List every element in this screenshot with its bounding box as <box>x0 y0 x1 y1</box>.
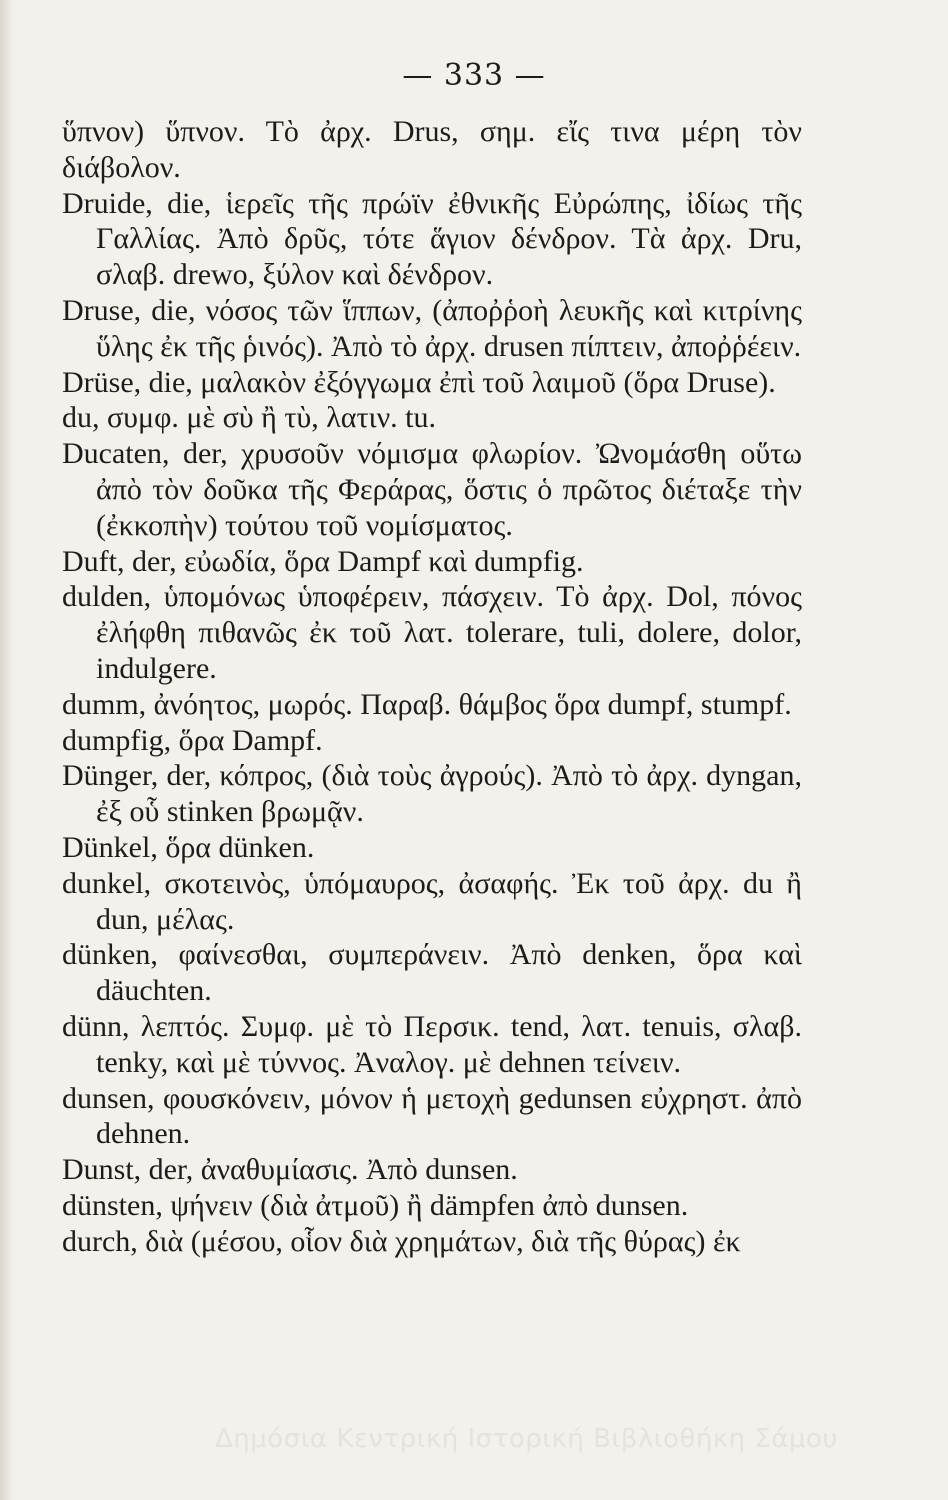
dictionary-entry: dumm, ἀνόητος, μωρός. Παραβ. θάμβος ὅρα dumpf, stumpf. <box>62 687 792 721</box>
dictionary-entry: dünn, λεπτός. Συμφ. μὲ τὸ Περσικ. tend, λατ. tenuis, σλαβ. tenky, καὶ μὲ τύννος. Ἀναλογ. μὲ dehnen τείνειν. <box>62 1009 802 1079</box>
dictionary-entry: dunsen, φουσκόνειν, μόνον ἡ μετοχὴ gedunsen εὐχρηστ. ἀπὸ dehnen. <box>62 1081 802 1151</box>
dictionary-entry: dünken, φαίνεσθαι, συμπεράνειν. Ἀπὸ denken, ὅρα καὶ däuchten. <box>62 938 802 1008</box>
dictionary-entry: durch, διὰ (μέσου, οἷον διὰ χρημάτων, διὰ τῆς θύρας) ἐκ <box>62 1224 741 1258</box>
page-gutter-shadow <box>0 0 14 1500</box>
dictionary-entry: Dünkel, ὅρα dünken. <box>62 830 315 864</box>
dictionary-entry: dumpfig, ὅρα Dampf. <box>62 723 323 757</box>
dictionary-entries <box>62 114 802 1260</box>
dictionary-entry: Dünger, der, κόπρος, (διὰ τοὺς ἀγρούς). Ἀπὸ τὸ ἀρχ. dyngan, ἐξ οὗ stinken βρωμᾷν. <box>62 759 802 829</box>
dictionary-entry: Ducaten, der, χρυσοῦν νόμισμα φλωρίον. Ὠνομάσθη οὕτω ἀπὸ τὸν δοῦκα τῆς Φεράρας, ὅστις ὁ πρῶτος διέταξε τὴν (ἐκκοπὴν) τούτου τοῦ νομίσματος. <box>62 437 802 542</box>
dictionary-entry: dünsten, ψήνειν (διὰ ἀτμοῦ) ἢ dämpfen ἀπὸ dunsen. <box>62 1188 689 1222</box>
dictionary-entry: Duft, der, εὐωδία, ὅρα Dampf καὶ dumpfig. <box>62 544 584 578</box>
dictionary-entry: du, συμφ. μὲ σὺ ἢ τὺ, λατιν. tu. <box>62 401 437 435</box>
library-watermark: Δημόσια Κεντρική Ιστορική Βιβλιοθήκη Σάμου <box>215 1424 838 1454</box>
dictionary-entry: ὕπνον) ὕπνον. Τὸ ἀρχ. Drus, σημ. εἴς τινα μέρη τὸν διάβολον. <box>62 115 802 184</box>
dictionary-entry: dunkel, σκοτεινὸς, ὑπόμαυρος, ἀσαφής. Ἐκ τοῦ ἀρχ. du ἢ dun, μέλας. <box>62 866 802 936</box>
dictionary-entry: dulden, ὑπομόνως ὑποφέρειν, πάσχειν. Τὸ ἀρχ. Dol, πόνος ἐλήφθη πιθανῶς ἐκ τοῦ λατ. tolerare, tuli, dolere, dolor, indulgere. <box>62 580 802 685</box>
dictionary-entry: Druse, die, νόσος τῶν ἵππων, (ἀποῤῥοὴ λευκῆς καὶ κιτρίνης ὕλης ἐκ τῆς ῥινός). Ἀπὸ τὸ ἀρχ. drusen πίπτειν, ἀποῤῥέειν. <box>62 293 802 363</box>
dictionary-entry: Drüse, die, μαλακὸν ἐξόγγωμα ἐπὶ τοῦ λαιμοῦ (ὅρα Druse). <box>62 365 776 399</box>
dictionary-entry: Druide, die, ἱερεῖς τῆς πρώϊν ἐθνικῆς Εὐρώπης, ἰδίως τῆς Γαλλίας. Ἀπὸ δρῦς, τότε ἅγιον δένδρον. Τὰ ἀρχ. Dru, σλαβ. drewo, ξύλον καὶ δένδρον. <box>62 186 802 292</box>
dictionary-entry: Dunst, der, ἀναθυμίασις. Ἀπὸ dunsen. <box>62 1153 518 1187</box>
page-number: — 333 — <box>402 58 546 93</box>
